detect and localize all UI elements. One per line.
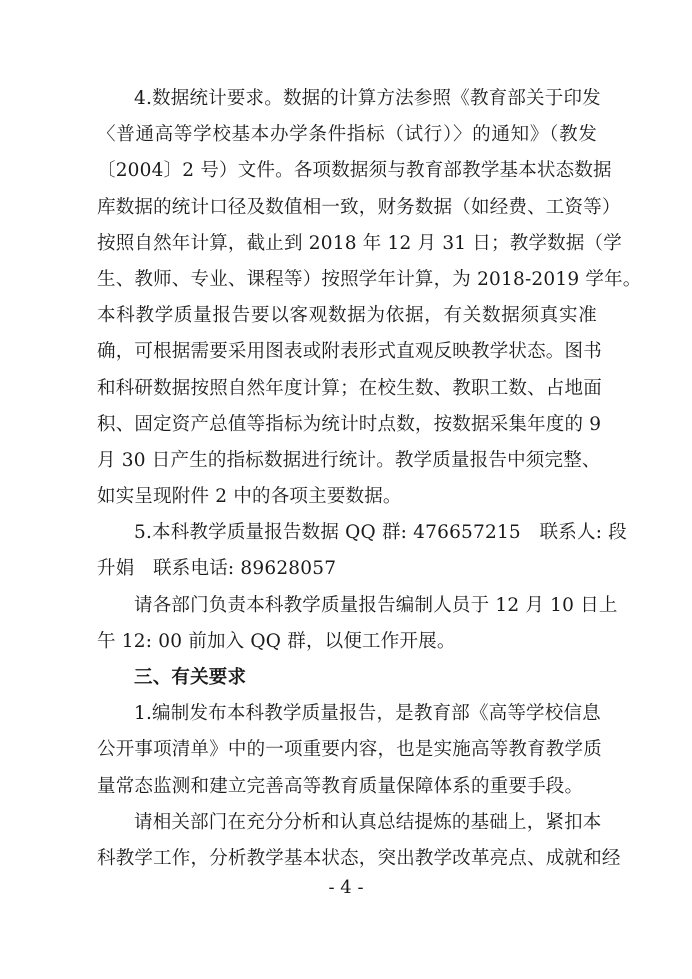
paragraph-line: 4.数据统计要求。数据的计算方法参照《教育部关于印发	[134, 88, 601, 109]
paragraph-line: 本科教学质量报告要以客观数据为依据，有关数据须真实准	[97, 305, 597, 327]
paragraph-line: 积、固定资产总值等指标为统计时点数，按数据采集年度的 9	[97, 413, 602, 435]
paragraph-line: 库数据的统计口径及数值相一致，财务数据（如经费、工资等）	[97, 196, 621, 218]
paragraph-line: 请各部门负责本科教学质量报告编制人员于 12 月 10 日上	[134, 594, 618, 616]
paragraph-line: 月 30 日产生的指标数据进行统计。教学质量报告中须完整、	[97, 449, 601, 471]
paragraph-line: 公开事项清单》中的一项重要内容，也是实施高等教育教学质	[97, 739, 602, 761]
paragraph-line: 和科研数据按照自然年度计算；在校生数、教职工数、占地面	[97, 377, 602, 399]
paragraph-line: 升娟 联系电话: 89628057	[97, 558, 337, 580]
paragraph-line: 生、教师、专业、课程等）按照学年计算，为 2018-2019 学年。	[97, 268, 642, 290]
paragraph-line: 按照自然年计算，截止到 2018 年 12 月 31 日；教学数据（学	[97, 232, 622, 254]
paragraph-line: 量常态监测和建立完善高等教育质量保障体系的重要手段。	[97, 775, 584, 797]
page-number: - 4 -	[328, 877, 364, 898]
paragraph-line: 5.本科教学质量报告数据 QQ 群: 476657215 联系人: 段	[134, 522, 627, 544]
paragraph-line: 科教学工作，分析教学基本状态，突出教学改革亮点、成就和经	[97, 847, 621, 869]
paragraph-line: 〈普通高等学校基本办学条件指标（试行）〉的通知》（教发	[97, 124, 597, 146]
paragraph-line: 请相关部门在充分分析和认真总结提炼的基础上，紧扣本	[134, 811, 602, 833]
paragraph-line: 1.编制发布本科教学质量报告，是教育部《高等学校信息	[134, 703, 601, 725]
paragraph-line: 〔2004〕2 号）文件。各项数据须与教育部教学基本状态数据	[97, 160, 612, 182]
paragraph-line: 午 12: 00 前加入 QQ 群，以便工作开展。	[97, 630, 456, 652]
paragraph-line: 如实呈现附件 2 中的各项主要数据。	[97, 486, 402, 508]
section-heading: 三、有关要求	[134, 667, 247, 688]
document-body	[97, 81, 642, 877]
paragraph-line: 确，可根据需要采用图表或附表形式直观反映教学状态。图书	[97, 341, 602, 363]
